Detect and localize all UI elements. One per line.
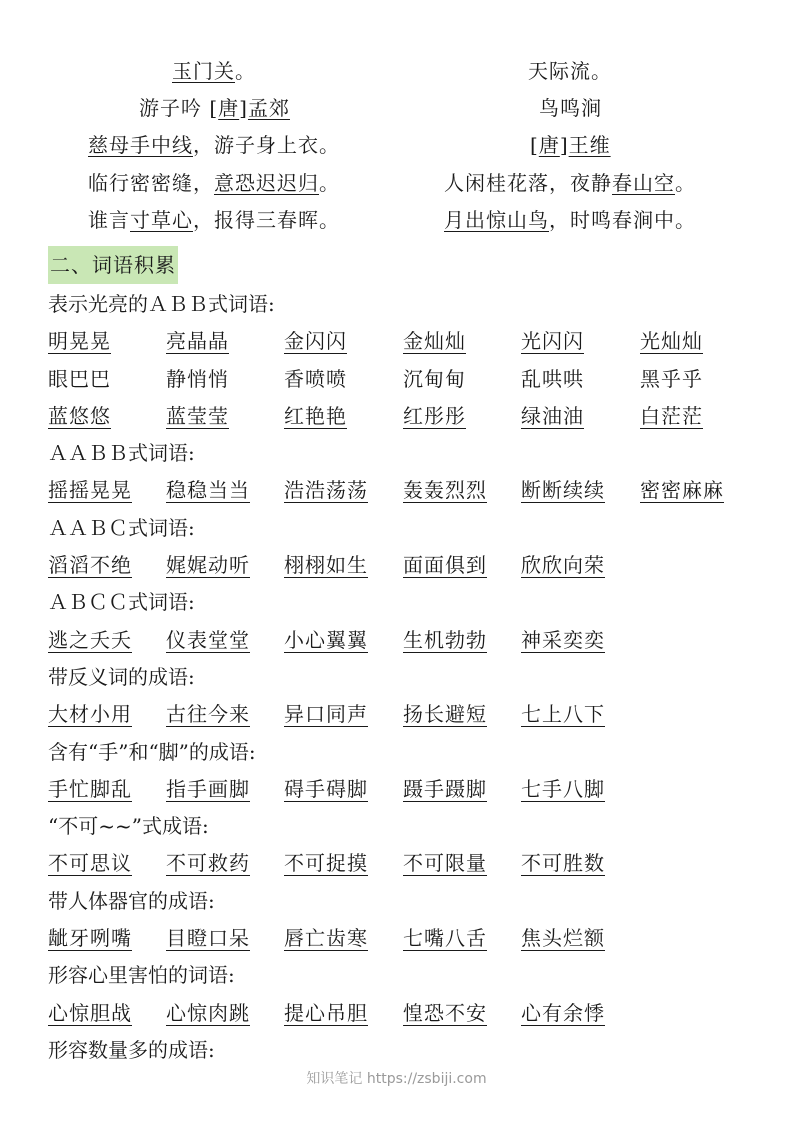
vocab-word: 面面俱到: [403, 553, 487, 578]
vocab-word: 稳稳当当: [166, 478, 250, 503]
vocab-word: 摇摇晃晃: [48, 478, 132, 503]
poem-text: 天际流。: [528, 59, 612, 83]
vocab-word: 亮晶晶: [166, 329, 229, 354]
vocab-word: 密密麻麻: [640, 478, 724, 503]
poem-text: 。: [235, 59, 256, 83]
group-label: 带人体器官的成语:: [48, 888, 215, 913]
vocab-word: 眼巴巴: [48, 366, 111, 391]
vocab-word: 碍手碍脚: [284, 776, 368, 801]
vocab-word: 明晃晃: [48, 329, 111, 354]
vocab-word: 目瞪口呆: [166, 926, 250, 951]
word-row: [48, 696, 778, 733]
page-footer: 知识笔记 https://zsbiji.com: [306, 1071, 487, 1087]
poem-text: 鸟鸣涧: [539, 96, 602, 121]
underlined-text: 月出惊山鸟: [444, 207, 549, 232]
poem-line-left: [139, 91, 290, 125]
underlined-text: 孟郊: [247, 96, 290, 121]
vocab-word: 扬长避短: [403, 702, 487, 727]
underlined-text: 慈母手中线: [88, 133, 193, 158]
poem-line-right: [530, 128, 611, 162]
poem-line-left: [88, 166, 340, 200]
vocab-word: 仪表堂堂: [166, 627, 250, 652]
group-label: 形容数量多的成语:: [48, 1037, 215, 1062]
underlined-text: 意恐迟迟归: [214, 170, 319, 195]
group-label: ＡＡＢＣ式词语:: [48, 515, 195, 540]
vocab-word: 滔滔不绝: [48, 553, 132, 578]
poem-line-left: [88, 128, 340, 162]
word-row: [48, 361, 778, 398]
vocab-word: 惶恐不安: [403, 1000, 487, 1025]
underlined-text: 唐: [218, 96, 240, 121]
word-row: [48, 398, 778, 435]
vocab-word: 光灿灿: [640, 329, 703, 354]
poem-line-left: [88, 203, 340, 237]
vocab-word: 七嘴八舌: [403, 926, 487, 951]
vocab-word: 唇亡齿寒: [284, 926, 368, 951]
vocab-word: 栩栩如生: [284, 553, 368, 578]
vocab-word: 沉甸甸: [403, 366, 466, 391]
poem-text: 人闲桂花落，夜静: [444, 170, 612, 195]
vocab-word: 不可救药: [166, 851, 250, 876]
poem-line-right: [528, 54, 612, 88]
poem-text: ]: [239, 96, 248, 121]
vocab-word: 七手八脚: [521, 776, 605, 801]
poem-text: ，报得三春晖。: [193, 207, 340, 232]
vocab-word: 古往今来: [166, 702, 250, 727]
vocab-word: 手忙脚乱: [48, 776, 132, 801]
vocab-word: 欣欣向荣: [521, 553, 605, 578]
vocab-word: 金灿灿: [403, 329, 466, 354]
vocab-word: 龇牙咧嘴: [48, 926, 132, 951]
group-label: ＡＡＢＢ式词语:: [48, 441, 195, 466]
group-label: 含有“手”和“脚”的成语:: [48, 739, 256, 764]
poem-text: 。: [319, 170, 340, 195]
underlined-text: 玉门关: [172, 59, 235, 83]
vocab-word: 静悄悄: [166, 366, 229, 391]
poem-text: 游子吟 [: [139, 96, 219, 121]
vocab-word: 生机勃勃: [403, 627, 487, 652]
vocab-word: 白茫茫: [640, 403, 703, 428]
underlined-text: 王维: [568, 133, 611, 158]
vocab-word: 蓝悠悠: [48, 403, 111, 428]
word-row: [48, 920, 778, 957]
vocab-word: 提心吊胆: [284, 1000, 368, 1025]
vocab-word: 蓝莹莹: [166, 403, 229, 428]
vocab-word: 不可限量: [403, 851, 487, 876]
vocab-word: 不可捉摸: [284, 851, 368, 876]
vocab-word: 心惊胆战: [48, 1000, 132, 1025]
section-heading: 二、词语积累: [48, 246, 178, 284]
vocab-word: 浩浩荡荡: [284, 478, 368, 503]
vocab-word: 指手画脚: [166, 776, 250, 801]
vocabulary-list: [48, 286, 778, 1069]
vocab-word: 断断续续: [521, 478, 605, 503]
group-label: 形容心里害怕的词语:: [48, 963, 235, 988]
vocab-word: 不可思议: [48, 851, 132, 876]
group-label: ＡＢＣＣ式词语:: [48, 590, 195, 615]
vocab-word: 红艳艳: [284, 403, 347, 428]
poem-line-right: [444, 203, 696, 237]
underlined-text: 唐: [538, 133, 560, 158]
vocab-word: 绿油油: [521, 403, 584, 428]
poem-line-left: [172, 54, 256, 88]
word-row: [48, 547, 778, 584]
vocab-word: 红彤彤: [403, 403, 466, 428]
group-label: 带反义词的成语:: [48, 664, 195, 689]
word-row: [48, 323, 778, 360]
vocab-word: 乱哄哄: [521, 366, 584, 391]
word-row: [48, 995, 778, 1032]
vocab-word: 不可胜数: [521, 851, 605, 876]
poem-text: 临行密密缝，: [88, 170, 214, 195]
vocab-word: 心有余悸: [521, 1000, 605, 1025]
word-row: [48, 845, 778, 882]
vocab-word: 蹑手蹑脚: [403, 776, 487, 801]
vocab-word: 心惊肉跳: [166, 1000, 250, 1025]
poem-text: ]: [559, 133, 569, 158]
vocab-word: 轰轰烈烈: [403, 478, 487, 503]
poem-text: ，时鸣春涧中。: [549, 207, 696, 232]
poem-text: ，游子身上衣。: [193, 133, 340, 158]
word-row: [48, 771, 778, 808]
poem-text: [: [530, 133, 539, 158]
group-label: 表示光亮的ＡＢＢ式词语:: [48, 292, 275, 316]
vocab-word: 黑乎乎: [640, 366, 703, 391]
vocab-word: 光闪闪: [521, 329, 584, 354]
word-row: [48, 472, 778, 509]
underlined-text: 寸草心: [130, 207, 193, 232]
poem-text: 谁言: [88, 207, 130, 232]
vocab-word: 香喷喷: [284, 366, 347, 391]
poem-line-right: [539, 91, 602, 125]
vocab-word: 逃之夭夭: [48, 627, 132, 652]
poem-line-right: [444, 166, 696, 200]
vocab-word: 大材小用: [48, 702, 132, 727]
underlined-text: 春山空: [612, 170, 675, 195]
vocab-word: 异口同声: [284, 702, 368, 727]
word-row: [48, 622, 778, 659]
vocab-word: 神采奕奕: [521, 627, 605, 652]
vocab-word: 娓娓动听: [166, 553, 250, 578]
group-label: “不可~~”式成语:: [48, 814, 209, 839]
vocab-word: 小心翼翼: [284, 627, 368, 652]
vocab-word: 七上八下: [521, 702, 605, 727]
poem-text: 。: [675, 170, 696, 195]
vocab-word: 焦头烂额: [521, 926, 605, 951]
vocab-word: 金闪闪: [284, 329, 347, 354]
